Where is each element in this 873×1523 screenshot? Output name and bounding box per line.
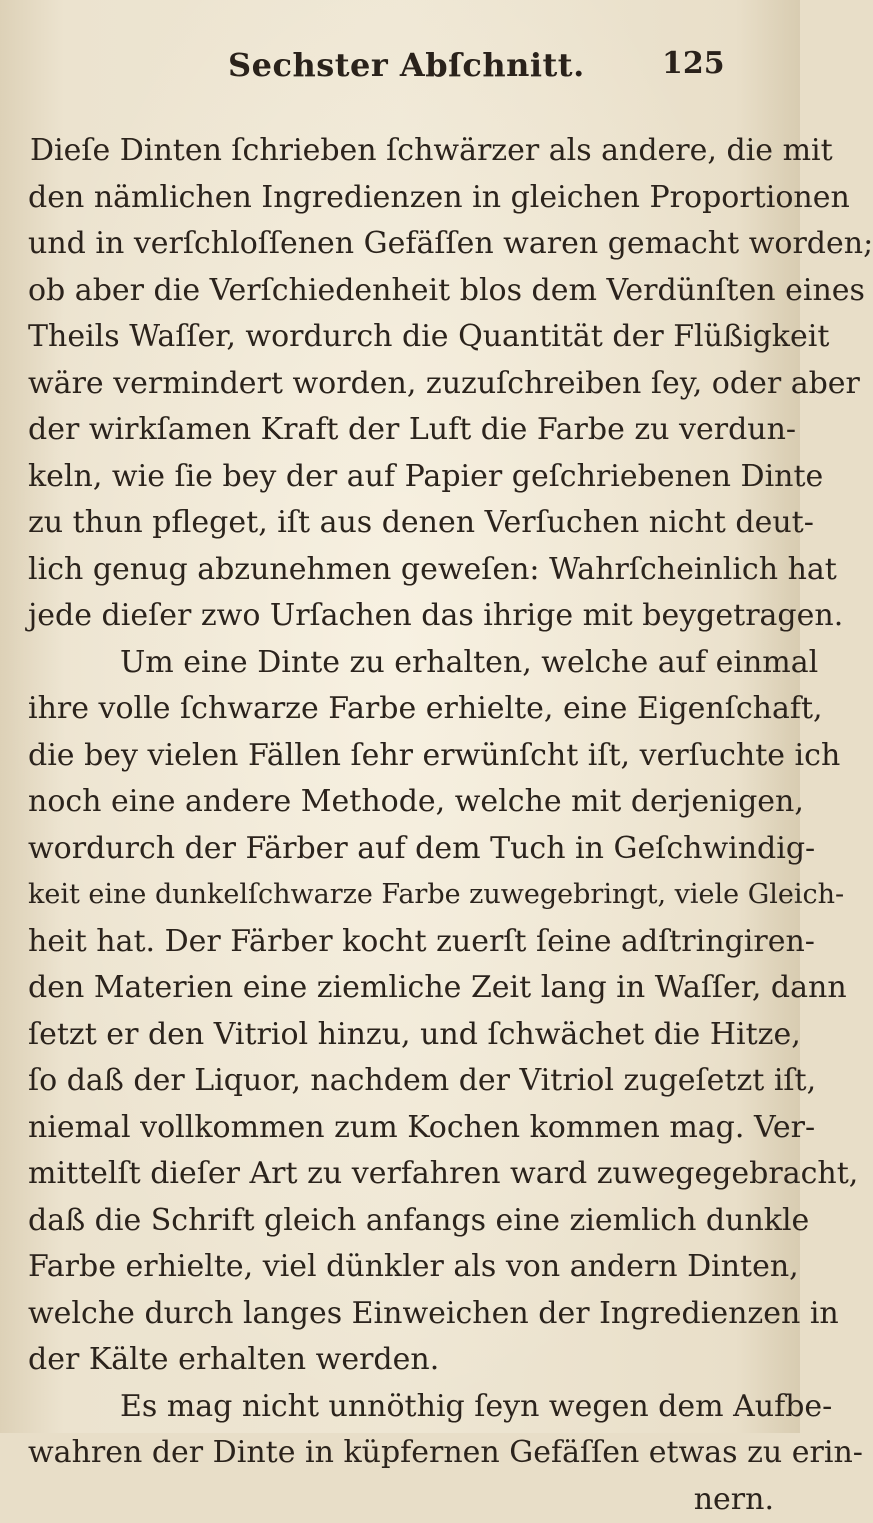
paragraph-1 <box>28 128 776 640</box>
text-line: heit hat. Der Färber kocht zuerſt ſeine adſtringiren- <box>28 919 776 966</box>
page-number: 125 <box>662 46 725 81</box>
text-line: den nämlichen Ingredienzen in gleichen Proportionen <box>28 175 776 222</box>
text-line: Um eine Dinte zu erhalten, welche auf einmal <box>28 640 776 687</box>
text-line: noch eine andere Methode, welche mit derjenigen, <box>28 779 776 826</box>
running-title: Sechster Abſchnitt. <box>228 46 585 84</box>
text-line: und in verſchloſſenen Gefäſſen waren gemacht worden; <box>28 221 776 268</box>
text-line: die bey vielen Fällen ſehr erwünſcht iſt, verſuchte ich <box>28 733 776 780</box>
text-line: der Kälte erhalten werden. <box>28 1337 776 1384</box>
text-line: wordurch der Färber auf dem Tuch in Geſchwindig- <box>28 826 776 873</box>
text-line: Theils Waſſer, wordurch die Quantität der Flüßigkeit <box>28 314 776 361</box>
text-line: ſetzt er den Vitriol hinzu, und ſchwächet die Hitze, <box>28 1012 776 1059</box>
text-line: Es mag nicht unnöthig ſeyn wegen dem Aufbe- <box>28 1384 776 1431</box>
text-line: wäre vermindert worden, zuzuſchreiben ſey, oder aber <box>28 361 776 408</box>
text-line: jede dieſer zwo Urſachen das ihrige mit beygetragen. <box>28 593 776 640</box>
text-line: der wirkſamen Kraft der Luft die Farbe zu verdun- <box>28 407 776 454</box>
text-line: daß die Schrift gleich anfangs eine ziemlich dunkle <box>28 1198 776 1245</box>
text-line: ihre volle ſchwarze Farbe erhielte, eine Eigenſchaft, <box>28 686 776 733</box>
text-line: wahren der Dinte in küpfernen Gefäſſen etwas zu erin- <box>28 1430 776 1477</box>
text-line: keit eine dunkelſchwarze Farbe zuwegebringt, viele Gleich- <box>28 872 776 919</box>
paragraph-2 <box>28 640 776 1384</box>
page-header <box>0 38 800 98</box>
text-line: Farbe erhielte, viel dünkler als von andern Dinten, <box>28 1244 776 1291</box>
text-line: mittelſt dieſer Art zu verfahren ward zuwegegebracht, <box>28 1151 776 1198</box>
body-text <box>28 128 776 1523</box>
text-line: ob aber die Verſchiedenheit blos dem Verdünſten eines <box>28 268 776 315</box>
text-line: niemal vollkommen zum Kochen kommen mag. Ver- <box>28 1105 776 1152</box>
text-line: ſo daß der Liquor, nachdem der Vitriol zugeſetzt iſt, <box>28 1058 776 1105</box>
text-line: den Materien eine ziemliche Zeit lang in Waſſer, dann <box>28 965 776 1012</box>
text-line: welche durch langes Einweichen der Ingredienzen in <box>28 1291 776 1338</box>
paragraph-3 <box>28 1384 776 1477</box>
catchword: nern. <box>28 1477 776 1523</box>
text-line: zu thun pfleget, iſt aus denen Verſuchen nicht deut- <box>28 500 776 547</box>
text-line: lich genug abzunehmen geweſen: Wahrſcheinlich hat <box>28 547 776 594</box>
text-line: keln, wie ſie bey der auf Papier geſchriebenen Dinte <box>28 454 776 501</box>
text-line: Dieſe Dinten ſchrieben ſchwärzer als andere, die mit <box>28 128 776 175</box>
